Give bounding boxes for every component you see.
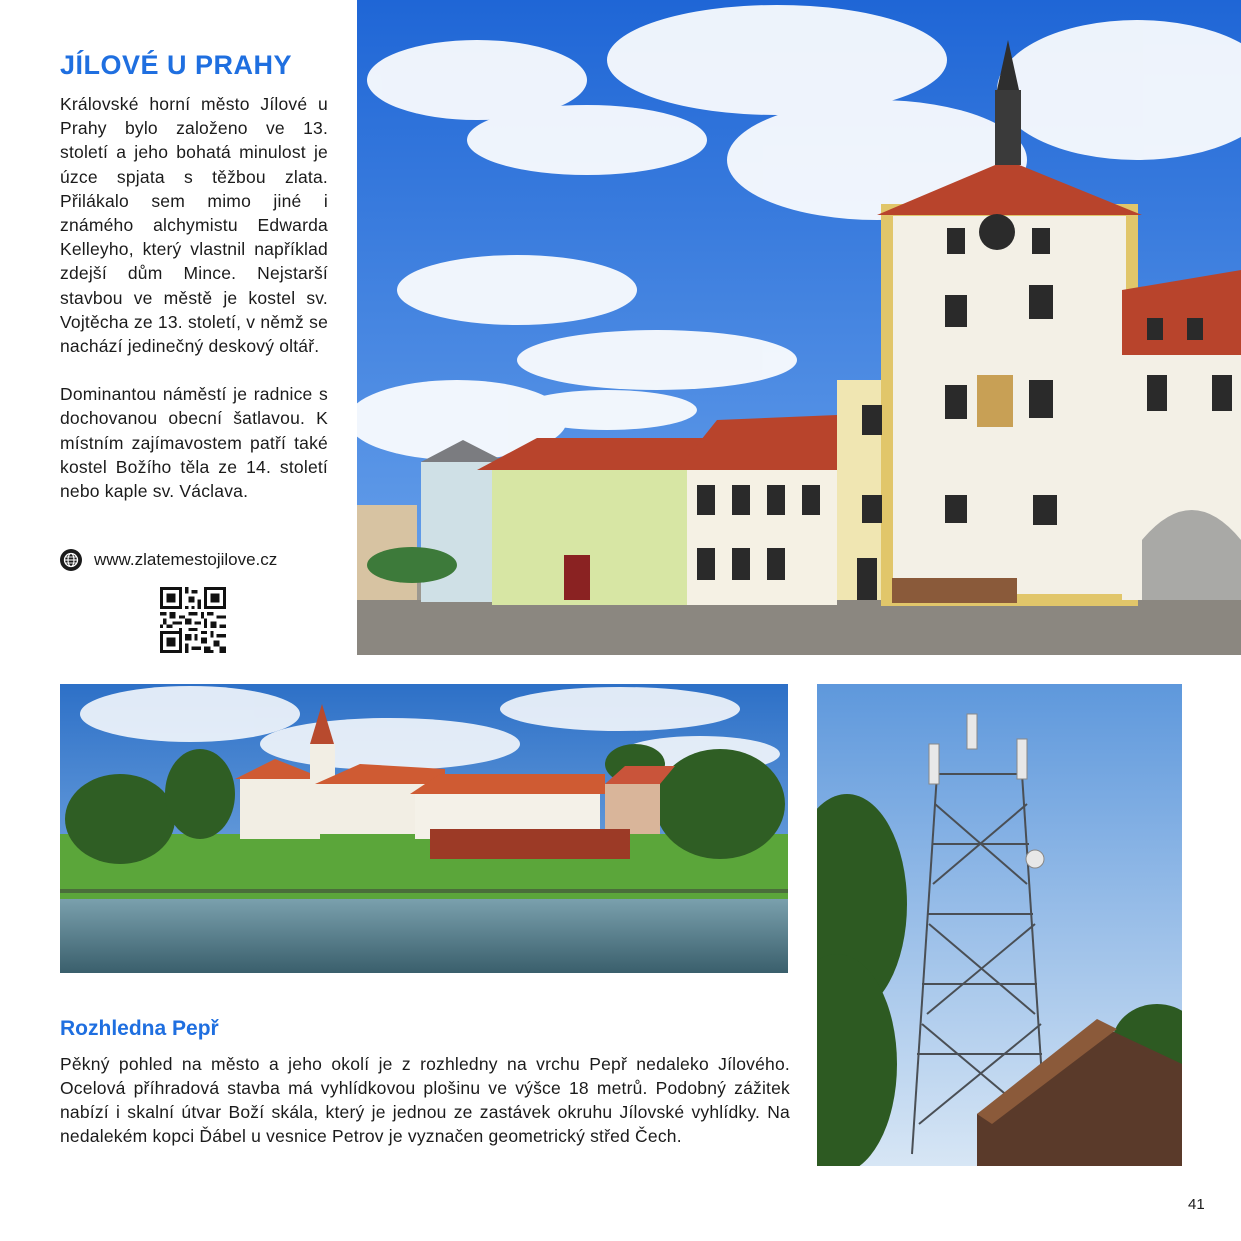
intro-paragraph-1: Královské horní město Jílové u Prahy bylo založeno ve 13. století a jeho bohatá minulost je úzce spjata s těžbou zlata. Přilákalo sem mimo jiné i známého alchymistu Edwarda Kelleyho, který vlastnil například zdejší dům Mince. Nejstarší stavbou ve městě je kostel sv. Vojtěcha ze 13. století, v němž se nachází jedinečný deskový oltář. xyxy=(60,94,328,357)
page-title: JÍLOVÉ U PRAHY xyxy=(60,50,293,80)
page-number: 41 xyxy=(1188,1196,1205,1213)
website-url[interactable]: www.zlatemestojilove.cz xyxy=(94,550,278,569)
section-text: Pěkný pohled na město a jeho okolí je z rozhledny na vrchu Pepř nedaleko Jílového. Ocelová příhradová stavba má vyhlídkovou plošinu ve výšce 18 metrů. Podobný zážitek nabízí i skalní útvar Boží skála, který je jednou ze zastávek okruhu Jílovské vyhlídky. Na nedalekém kopci Ďábel u vesnice Petrov je vyznačen geometrický střed Čech. xyxy=(60,1054,790,1146)
website-link[interactable] xyxy=(60,549,277,571)
intro-paragraph-2: Dominantou náměstí je radnice s dochovanou obecní šatlavou. K místním zajímavostem patří také kostel Božího těla ze 14. století nebo kaple sv. Václava. xyxy=(60,384,328,502)
intro-text xyxy=(60,92,328,527)
lookout-tower-photo xyxy=(817,684,1182,1166)
qr-code-icon xyxy=(160,587,226,653)
globe-icon xyxy=(60,549,82,571)
town-square-photo xyxy=(357,0,1241,655)
section-title: Rozhledna Pepř xyxy=(60,1017,219,1040)
pond-village-photo xyxy=(60,684,788,973)
